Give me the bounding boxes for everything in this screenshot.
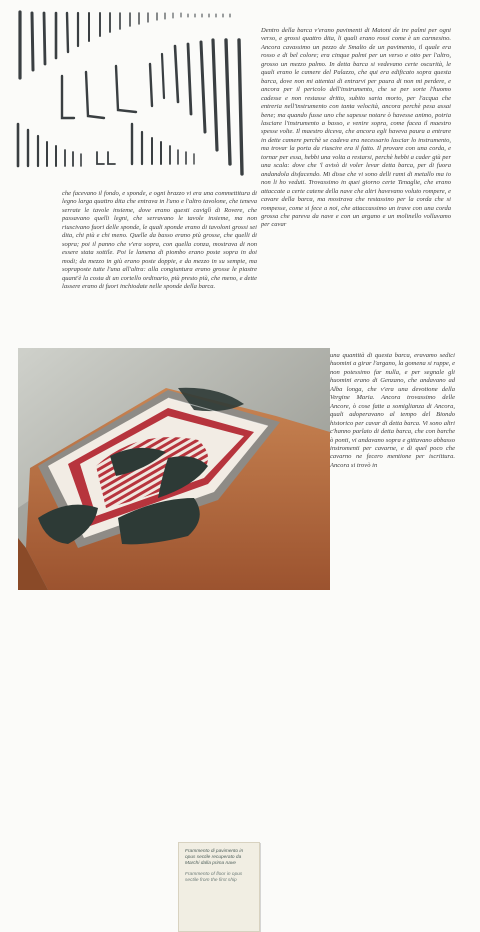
- caption-line-italian: Frammento di pavimento in opus sectile recuperato da Marchi dalla prima nave: [185, 849, 244, 867]
- paragraph-left: che facevano il fondo, e sponde, e ogni brazzo vi era una commettitura di legno larga quattro dita che entrava in l'uno e l'altro tavolone, che teneva serrate le tavole insieme, dove erano questi caviglì di Rovere, che passavano quelli legni, che serravano le tavole insieme, ma non riuscivano fuori delle sponde, le quali sponde erano di tavoloni grossi sei dita, chi più e chi meno. Quelle da basso erano più grosse, che quelli di sopra; poi il panno che v'era sopra, con quella conza, mostrava di non essere stata sottile. Poi le lamena di piombo erano poste sopra in doi modi; da mezzo in giù erano poste doppie, e da mezzo in su sempie, ma sopraposte tutte l'una all'altra: alla congiuntura erano grosse le piastre quant'è la costa di un cortello ordinario, più presto più, che meno, e dette lassere erano di fuori inchiodate nelle sponde della barca.: [62, 190, 257, 290]
- paragraph-right-narrow: una quantità di questa barca, eravamo sedici huomini a girar l'argano, la gomena si ruppe, e non potessimo far nulla, e per segnale gli huomini erano di Genzano, che andavano ad Alba longa, che v'era una devotione della Vergine Maria. Ancora trovassimo delle Ancore, ò cose fatte a somiglianza di Ancora, quali adoperavano al tempo del Biondo historico per cavar di detta barca. Vi sono altri c'hanno parlato di detta barca, che con barche ò ponti, vi andavano sopra e gittavano abbasso instromenti per cavarne, e di quel poco che cavarno ne fecero mentione per iscrittura. Ancora si trovò in: [330, 352, 455, 469]
- text-column-right-narrow: [330, 352, 455, 470]
- iron-nails-figure: [12, 6, 252, 181]
- paragraph-right-top: Dentro della barca v'erano pavimenti di Matoni de tre palmi per ogni verso, e grossi quattro dita, li quali erano rossi come è un carmesino. Ancora cavassimo un pezzo de Smalto de un pavimento, il quale era rosso e di bel colore; era cinque palmi per un verso e otto per l'altro, grosso un mezzo palmo. In detta barca si vedevano certe oscurità, le quali erano le camere del Palazzo, che qui era edificato sopra questa barca, dove non mi attentai di entrarvi per paura di non mi perdere, e ancora per il pericolo dell'instrumento, che se per sorte l'huomo cadesse e non restasse dritto, subito saria morto, per l'acqua che entreria nell'instrumento con tanta velocità, ancora perchè pesa assai bene; ma quando fusse uno che sapesse notare ò havesse animo, potria lasciare l'instrumento a basso, e venire sopra, come facea il maestro spesse volte. Il maestro diceva, che ancora egli haveva paura a entrare in dette camere perchè se cadeva era necessario lasciar lo instrumento, ma trovar la porta da riuscire era il fatto. Il provare con una corda, e tornar per essa, hebbi una volta a restarsi, perchè hebbi a cader giù per una scala: dove che 'l avisò di voler levar detta barca, per di fuora andandola disfacendo. Mi disse che vi sono delli rami di metallo ma io non li ho veduti. Trovassimo in quei giorno certe Tenaglie, che erano attaccate a certe catene della nave che altri havevano voluto rompere, e cavare della barca, ma mostrava che restassino per la corda che si rompesse, come si fece a noi, che attaccassimo un trave con una corda grossa che pareva da nave e con un argano e un molinello volluvamo per cavar: [261, 27, 451, 229]
- caption-line-english: Frammento of floor in opus sectile from the first ship: [185, 871, 243, 883]
- text-column-right-top: [261, 27, 451, 230]
- text-column-left: [62, 190, 257, 291]
- floor-fragment-photo: [18, 348, 330, 883]
- exhibit-caption-card: [178, 842, 260, 932]
